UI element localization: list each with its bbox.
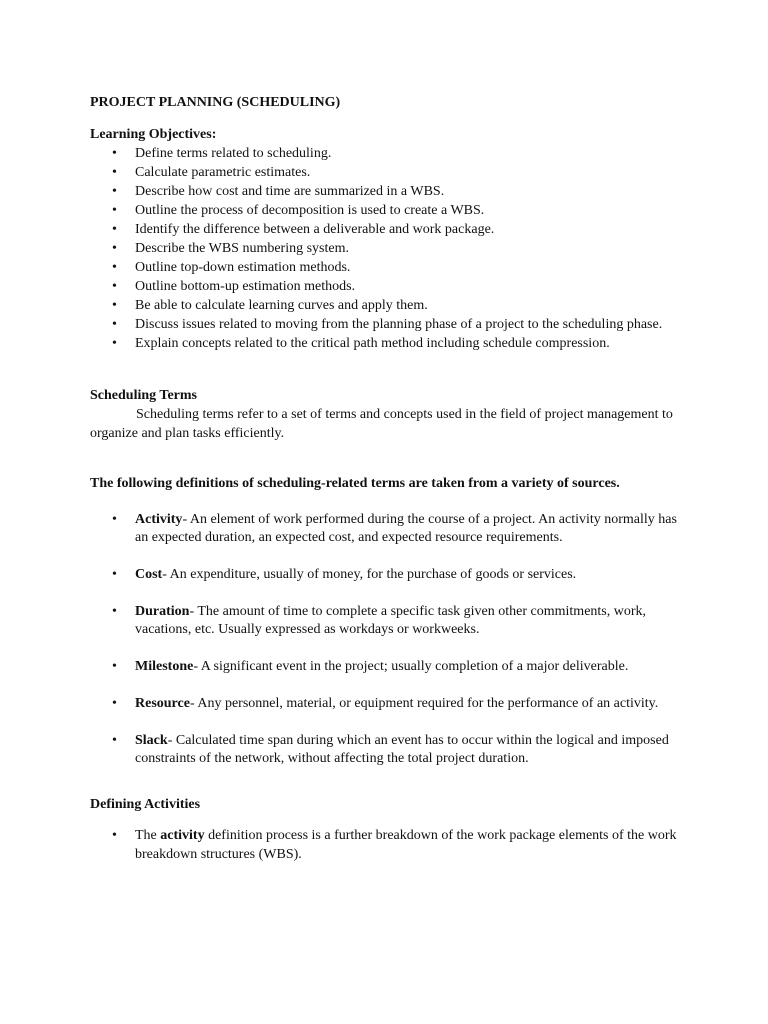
- objective-item: [90, 182, 690, 201]
- document-title: PROJECT PLANNING (SCHEDULING): [90, 95, 341, 110]
- defining-activities-heading: Defining Activities: [90, 797, 201, 812]
- scheduling-terms-heading: Scheduling Terms: [90, 388, 197, 403]
- definition-term: Milestone: [135, 659, 194, 674]
- bullet-icon: •: [112, 512, 117, 527]
- objective-text: Define terms related to scheduling.: [135, 146, 332, 161]
- definition-text: - The amount of time to complete a specific task given other commitments, work, vacations, etc. Usually expressed as workdays or workweeks.: [135, 604, 647, 637]
- bullet-icon: •: [112, 567, 117, 582]
- definition-term: Activity: [135, 512, 183, 527]
- objective-item: [90, 239, 690, 258]
- spacer: [90, 768, 690, 796]
- objective-text: Describe the WBS numbering system.: [135, 241, 349, 256]
- definition-item: [90, 566, 690, 584]
- objective-item: [90, 277, 690, 296]
- bullet-icon: •: [112, 222, 117, 237]
- objective-text: Outline bottom-up estimation methods.: [135, 279, 356, 294]
- objective-text: Describe how cost and time are summarized in a WBS.: [135, 184, 445, 199]
- definition-item: [90, 695, 690, 713]
- definition-text: - An expenditure, usually of money, for the purchase of goods or services.: [162, 567, 577, 582]
- bullet-icon: •: [112, 241, 117, 256]
- objective-text: Outline top-down estimation methods.: [135, 260, 351, 275]
- objective-item: [90, 334, 690, 353]
- definition-term: Cost: [135, 567, 163, 582]
- objective-text: Identify the difference between a deliverable and work package.: [135, 222, 495, 237]
- bullet-icon: •: [112, 659, 117, 674]
- document-page: [90, 94, 690, 864]
- bullet-icon: •: [112, 260, 117, 275]
- objective-item: [90, 296, 690, 315]
- bullet-icon: •: [112, 203, 117, 218]
- bullet-icon: •: [112, 298, 117, 313]
- objective-item: [90, 258, 690, 277]
- bullet-icon: •: [112, 165, 117, 180]
- definition-text: - An element of work performed during the course of a project. An activity normally has an expected duration, an expected cost, and expected resource requirements.: [135, 512, 677, 545]
- definition-item: [90, 732, 690, 768]
- definition-term: Resource: [135, 696, 190, 711]
- activity-item: [90, 826, 690, 864]
- bullet-icon: •: [112, 336, 117, 351]
- definition-item: [90, 603, 690, 639]
- bullet-icon: •: [112, 279, 117, 294]
- objective-text: Discuss issues related to moving from the planning phase of a project to the scheduling phase.: [135, 317, 663, 332]
- definition-text: - A significant event in the project; usually completion of a major deliverable.: [193, 659, 629, 674]
- definition-text: - Calculated time span during which an event has to occur within the logical and imposed constraints of the network, without affecting the total project duration.: [135, 733, 669, 766]
- definition-term: Duration: [135, 604, 190, 619]
- activity-prefix: The: [135, 828, 161, 843]
- objective-text: Outline the process of decomposition is used to create a WBS.: [135, 203, 485, 218]
- definitions-list: [90, 511, 690, 768]
- scheduling-terms-body: Scheduling terms refer to a set of terms and concepts used in the field of project management to organize and plan tasks efficiently.: [90, 407, 673, 441]
- objectives-heading: Learning Objectives:: [90, 127, 217, 142]
- defining-activities-list: [90, 826, 690, 864]
- definitions-intro: The following definitions of scheduling-related terms are taken from a variety of sources.: [90, 476, 620, 491]
- objectives-list: [90, 144, 690, 353]
- definition-item: [90, 658, 690, 676]
- activity-bold-term: activity: [160, 828, 205, 843]
- bullet-icon: •: [112, 828, 117, 843]
- objective-text: Explain concepts related to the critical path method including schedule compression.: [135, 336, 610, 351]
- objective-item: [90, 144, 690, 163]
- objective-item: [90, 163, 690, 182]
- bullet-icon: •: [112, 604, 117, 619]
- definition-item: [90, 511, 690, 547]
- objective-item: [90, 220, 690, 239]
- definition-text: - Any personnel, material, or equipment required for the performance of an activity.: [189, 696, 659, 711]
- definition-term: Slack: [135, 733, 168, 748]
- bullet-icon: •: [112, 317, 117, 332]
- spacer: [90, 443, 690, 475]
- objective-item: [90, 201, 690, 220]
- bullet-icon: •: [112, 146, 117, 161]
- bullet-icon: •: [112, 733, 117, 748]
- bullet-icon: •: [112, 696, 117, 711]
- objective-item: [90, 315, 690, 334]
- activity-text: definition process is a further breakdown of the work package elements of the work breakdown structures (WBS).: [135, 828, 677, 862]
- objective-text: Be able to calculate learning curves and apply them.: [135, 298, 428, 313]
- bullet-icon: •: [112, 184, 117, 199]
- spacer: [90, 353, 690, 387]
- objective-text: Calculate parametric estimates.: [135, 165, 311, 180]
